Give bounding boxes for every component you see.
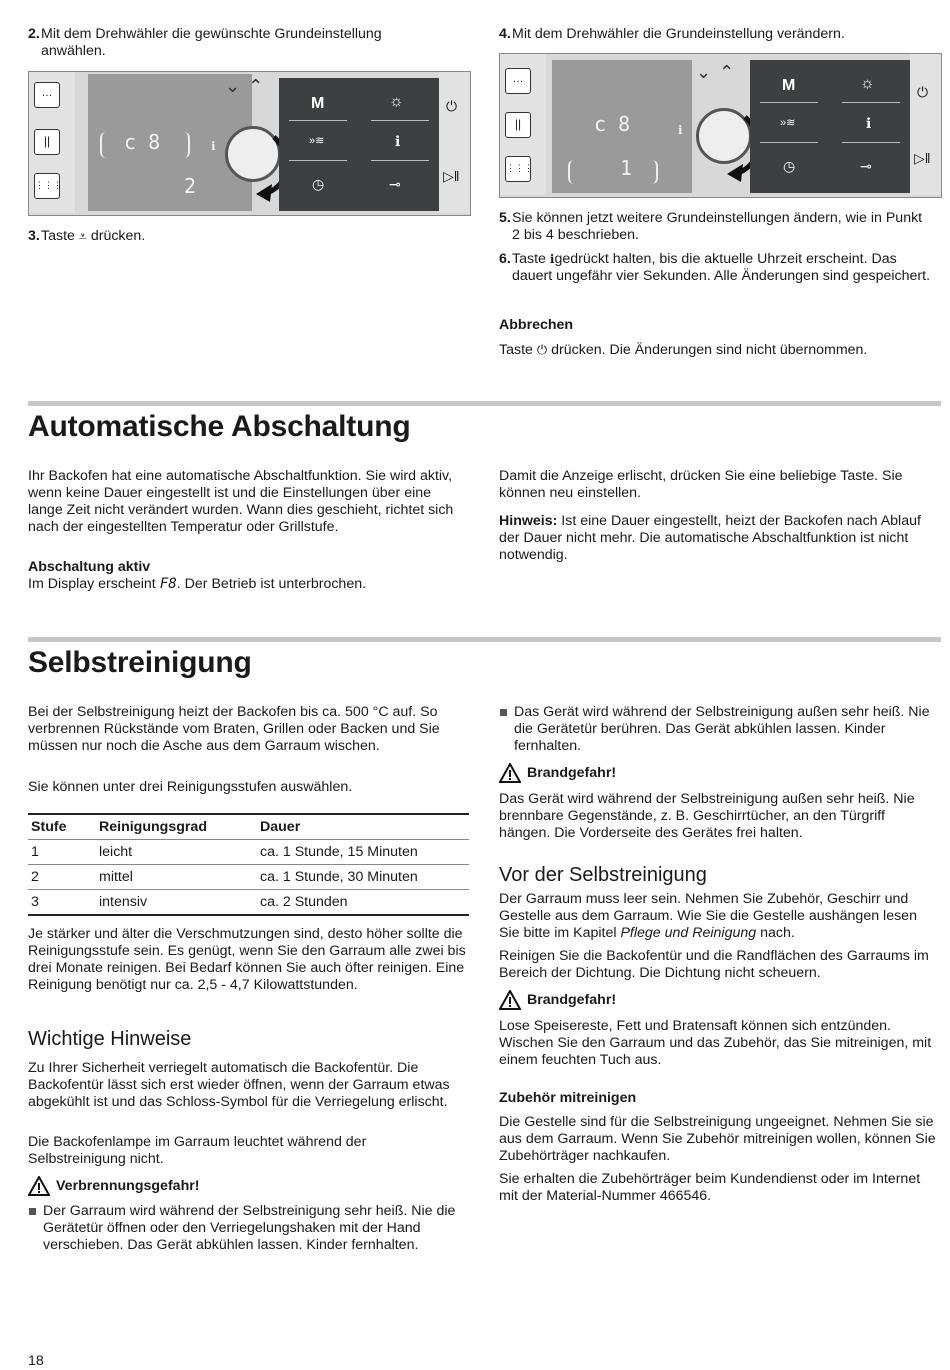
info-icon: ℹ [678, 123, 683, 137]
grid-icon: ⋮⋮⋮ [34, 173, 60, 199]
step-number: 3. [28, 228, 40, 244]
function-panel [279, 78, 439, 211]
before-p1-text: Der Garraum muss leer sein. Nehmen Sie Zubehör, Geschirr und Gestelle aus dem Garraum. Wie Sie die Gestelle aushängen lesen Sie bitte im Kapitel [499, 891, 917, 941]
table-cell: ca. 2 Stunden [260, 893, 348, 910]
power-icon: ⏻ [446, 98, 458, 114]
warning-label: Brandgefahr! [527, 991, 617, 1008]
selfclean-after-table: Je stärker und älter die Verschmutzungen sind, desto höher sollte die Reinigungsstufe sein. Es genügt, wenn Sie den Garraum alle zwei bis drei Monate reinigen. Bei Bedarf können Sie auch öfter reinigen. Eine Reinigung benötigt nur ca. 2,5 - 4,7 Kilowattstunden. [28, 926, 466, 993]
display-top: c 8 [124, 130, 161, 154]
section-rule [28, 637, 941, 642]
info-icon: ℹ [211, 139, 216, 153]
chevron-down-up-icon: ⌄⌃ [696, 62, 743, 82]
before-p1 [499, 891, 939, 942]
step-text: Mit dem Drehwähler die gewünschte Grundeinstellung anwählen. [41, 26, 382, 59]
display [552, 60, 692, 193]
table-cell: 2 [31, 868, 39, 885]
warning-label: Verbrennungsgefahr! [56, 1177, 200, 1194]
step-text-before: Taste [41, 228, 75, 244]
table-cell: intensiv [99, 893, 148, 910]
table-cell: ca. 1 Stunde, 15 Minuten [260, 843, 418, 860]
display-top: c 8 [594, 112, 631, 136]
table-header: Stufe [31, 818, 67, 835]
important-p2: Die Backofenlampe im Garraum leuchtet während der Selbstreinigung nicht. [28, 1134, 367, 1167]
cancel-text-after: drücken. Die Änderungen sind nicht übernommen. [551, 342, 868, 358]
cancel-heading: Abbrechen [499, 317, 574, 333]
active-text-after: . Der Betrieb ist unterbrochen. [176, 576, 367, 592]
clock-icon: ◷ [783, 158, 796, 174]
table-row [28, 865, 469, 890]
before-heading: Vor der Selbstreinigung [499, 864, 707, 886]
info-icon: ℹ [395, 133, 401, 149]
chevron-down-up-icon: ⌄⌃ [225, 76, 272, 96]
chevron-down-icon: ⩡ [78, 228, 87, 244]
table-row [28, 840, 469, 865]
m-icon: M [311, 95, 325, 112]
step-text-after: drücken. [90, 228, 146, 244]
table-cell: mittel [99, 868, 133, 885]
fire-warning [499, 763, 616, 783]
bullet-item [28, 1203, 468, 1254]
table-header: Dauer [260, 818, 301, 835]
step-2 [28, 26, 448, 60]
start-stop-icon: ▷‖ [914, 150, 931, 166]
clock-icon: ◷ [312, 176, 325, 192]
bullet-text: Das Gerät wird während der Selbstreinigung außen sehr heiß. Nie die Gerätetür berühren. Das Gerät abkühlen lassen. Kinder fernhalten. [514, 704, 930, 754]
section-rule [28, 401, 941, 406]
warning-icon [499, 990, 521, 1010]
auto-off-active-text [28, 576, 468, 593]
table-cell: ca. 1 Stunde, 30 Minuten [260, 868, 418, 885]
page-number: 18 [28, 1353, 44, 1369]
light-icon: ☼ [860, 75, 875, 92]
table-header: Reinigungsgrad [99, 818, 207, 835]
selfclean-levels-intro: Sie können unter drei Reinigungsstufen auswählen. [28, 779, 353, 795]
chapter-reference: Pflege und Reinigung [620, 925, 757, 941]
auto-off-intro: Ihr Backofen hat eine automatische Abschaltfunktion. Sie wird aktiv, wenn keine Dauer eingestellt ist und die Einstellungen über eine lange Zeit nicht verändert wurden. Wann dies geschieht, richtet sich nach der eingestellten Temperatur oder Grillstufe. [28, 468, 454, 535]
cancel-text [499, 341, 939, 359]
note-text: Ist eine Dauer eingestellt, heizt der Backofen nach Ablauf der Dauer nicht mehr. Die automatische Abschaltfunktion ist nicht notwendig. [499, 513, 921, 563]
section-title-auto-off: Automatische Abschaltung [28, 410, 411, 443]
table-header-row [28, 814, 469, 840]
accessories-heading: Zubehör mitreinigen [499, 1090, 637, 1106]
table-row [28, 890, 469, 916]
control-panel-illustration-2 [499, 53, 942, 198]
bullet-text: Der Garraum wird während der Selbstreinigung sehr heiß. Nie die Gerätetür öffnen oder den Verriegelungshaken mit der Hand verschieben. Das Gerät abkühlen lassen. Kinder fernhalten. [43, 1203, 456, 1253]
warning-label: Brandgefahr! [527, 764, 617, 781]
cutlery-icon: || [34, 129, 60, 155]
accessories-p2: Sie erhalten die Zubehörträger beim Kundendienst oder im Internet mit der Material-Nummer 466546. [499, 1171, 921, 1204]
menu-icon: … [34, 82, 60, 108]
step-3 [28, 228, 145, 245]
step-text: Sie können jetzt weitere Grundeinstellungen ändern, wie in Punkt 2 bis 4 beschrieben. [512, 210, 923, 243]
warning-icon [499, 763, 521, 783]
control-panel-illustration-1 [28, 71, 471, 216]
selfclean-intro: Bei der Selbstreinigung heizt der Backofen bis ca. 500 °C auf. So verbrennen Rückstände vom Braten, Grillen oder Backen und Sie müssen nur noch die Asche aus dem Garraum wischen. [28, 704, 440, 754]
step-6 [499, 251, 939, 285]
accessories-p1: Die Gestelle sind für die Selbstreinigung ungeeignet. Nehmen Sie sie aus dem Garraum. Wenn Sie Zubehör mitreinigen wollen, können Sie Zubehörträger nachkaufen. [499, 1114, 936, 1164]
warning-icon [28, 1176, 50, 1196]
auto-off-note [499, 513, 929, 564]
cleaning-levels-table [28, 813, 469, 916]
step-text: Mit dem Drehwähler die Grundeinstellung verändern. [512, 26, 845, 42]
fire-text-2: Lose Speisereste, Fett und Bratensaft können sich entzünden. Wischen Sie den Garraum und das Zubehör, das Sie mitreinigen, mit einem feuchten Tuch aus. [499, 1018, 932, 1068]
table-cell: 3 [31, 893, 39, 910]
display-code: F8 [159, 576, 177, 592]
key-icon: ⊸ [860, 158, 872, 174]
table-cell: leicht [99, 843, 133, 860]
fire-text: Das Gerät wird während der Selbstreinigung außen sehr heiß. Nie brennbare Gegenstände, z. B. Geschirrtücher, an den Türgriff hängen. Die Vorderseite des Gerätes frei halten. [499, 791, 915, 841]
burn-warning [28, 1176, 199, 1196]
function-panel [750, 60, 910, 193]
cutlery-icon: || [505, 112, 531, 138]
before-p1-after: nach. [760, 925, 795, 941]
step-text-before: Taste [512, 251, 546, 267]
bullet-item [499, 704, 939, 755]
fast-heat-icon: »≋ [780, 117, 796, 129]
auto-off-right-text: Damit die Anzeige erlischt, drücken Sie eine beliebige Taste. Sie können neu einstellen. [499, 468, 903, 501]
before-p2: Reinigen Sie die Backofentür und die Randflächen des Garraums im Bereich der Dichtung. Die Dichtung nicht scheuern. [499, 948, 929, 981]
active-text-before: Im Display erscheint [28, 576, 156, 592]
step-5 [499, 210, 929, 244]
step-number: 4. [499, 26, 511, 42]
menu-icon: … [505, 68, 531, 94]
start-stop-icon: ▷‖ [443, 168, 460, 184]
info-icon: ℹ [866, 115, 872, 131]
grid-icon: ⋮⋮⋮ [505, 156, 531, 182]
auto-off-active-heading: Abschaltung aktiv [28, 559, 151, 575]
step-number: 2. [28, 26, 40, 42]
light-icon: ☼ [389, 93, 404, 110]
section-title-selfclean: Selbstreinigung [28, 646, 252, 679]
important-heading: Wichtige Hinweise [28, 1028, 192, 1050]
step-number: 5. [499, 210, 511, 226]
step-4 [499, 26, 919, 43]
power-icon: ⏻ [917, 84, 929, 100]
step-number: 6. [499, 251, 511, 267]
table-cell: 1 [31, 843, 39, 860]
display-bottom: 2 [184, 174, 197, 198]
cancel-text-before: Taste [499, 342, 533, 358]
important-p1: Zu Ihrer Sicherheit verriegelt automatisch die Backofentür. Die Backofentür lässt sich erst wieder öffnen, wenn der Garraum etwas abgekühlt ist und das Schloss-Symbol für die Verriegelung erlischt. [28, 1060, 450, 1110]
display-bottom: 1 [620, 156, 633, 180]
fast-heat-icon: »≋ [309, 135, 325, 147]
m-icon: M [782, 77, 796, 94]
step-text-after: gedrückt halten, bis die aktuelle Uhrzeit erscheint. Das dauert ungefähr vier Sekunden. Alle Änderungen sind gespeichert. [512, 251, 931, 284]
power-icon: ⏻ [536, 342, 548, 357]
fire-warning-2 [499, 990, 616, 1010]
note-label: Hinweis: [499, 513, 558, 529]
info-icon: ℹ [549, 252, 555, 266]
key-icon: ⊸ [389, 176, 401, 192]
